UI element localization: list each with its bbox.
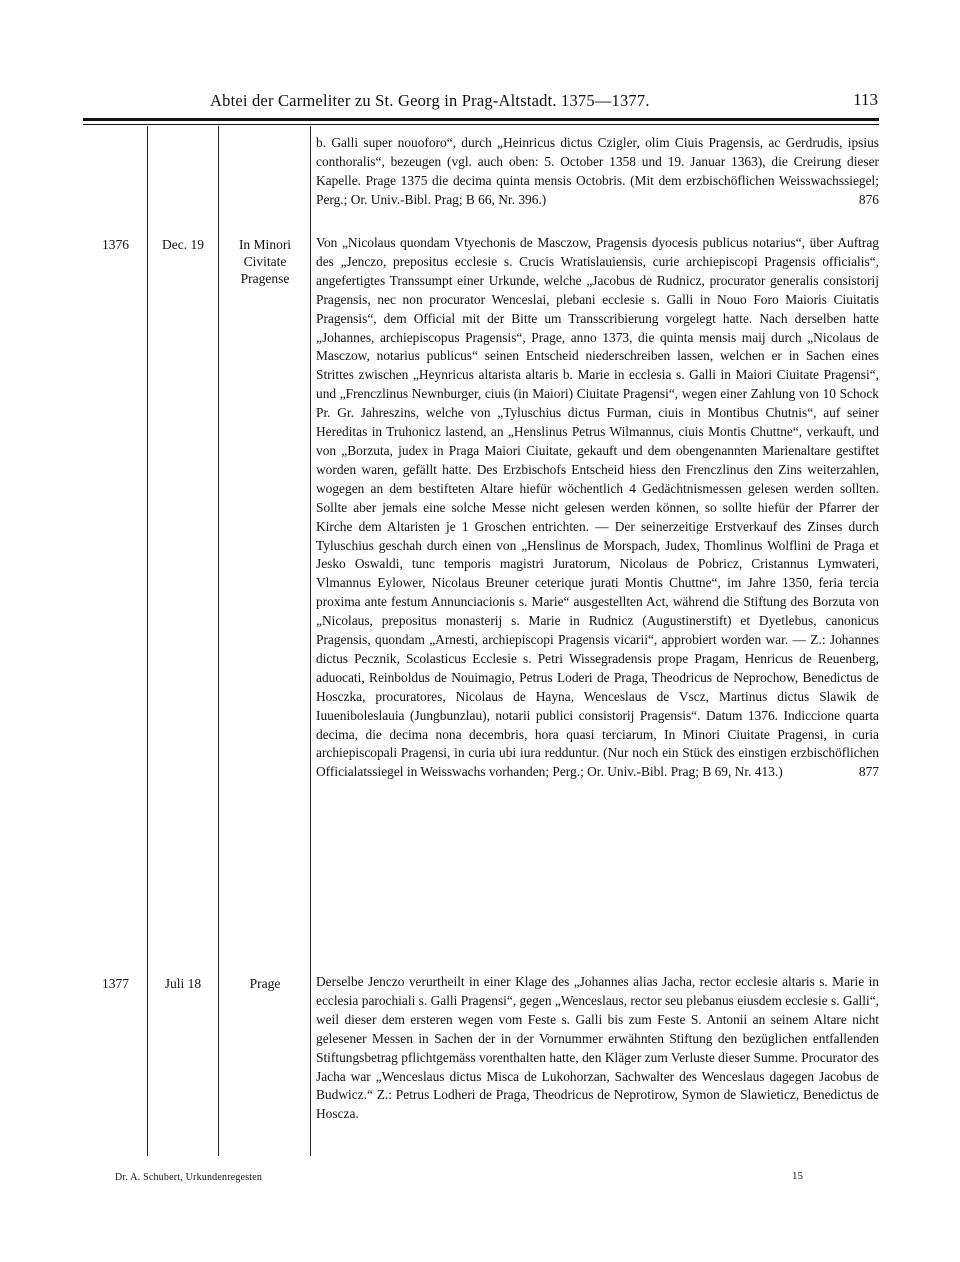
header-rule-thick xyxy=(83,118,879,121)
entry-date: Dec. 19 xyxy=(162,237,204,252)
footer-signature-mark: 15 xyxy=(792,1170,803,1182)
entry-878 xyxy=(316,973,879,1124)
entry-place: In Minori Civitate Pragense xyxy=(238,237,292,286)
entry-place: Prage xyxy=(249,976,281,991)
footer-author-line: Dr. A. Schubert, Urkundenregesten xyxy=(115,1172,263,1183)
entry-number: 876 xyxy=(858,191,879,207)
entry-text: Von „Nicolaus quondam Vtyechonis de Masczow, Pragensis dyocesis publicus notarius“, über Auftrag des „Jenczo, prepositus ecclesie s. Crucis Wratislauiensis, curie archiepiscopi Pragensis officialis“, angefertigtes Transsumpt einer Urkunde, welche „Jacobus de Rudnicz, procurator generalis consistorij Pragensis, nec non procurator Wenceslai, plebani ecclesie s. Galli in Nouo Foro Maioris Ciuitatis Pragensis“, dem Official mit der Bitte um Transscribierung vorgelegt hatte. Nach derselben hatte „Johannes, archiepiscopus Pragensis“, Prage, anno 1373, die quinta mensis maij durch „Nicolaus de Masczow, notarius publicus“ seinen Entscheid niederschreiben lassen, welchen er in Sachen eines Strittes zwischen „Heynricus altarista altaris b. Marie in ecclesia s. Galli in Maiori Ciuitate Pragensi“, und „Frenczlinus Newnburger, ciuis (in Maiori) Ciuitate Pragensi“, wegen einer Zahlung von 10 Schock Pr. Gr. Jahreszins, welche von „Tyluschius dictus Furman, ciuis in Montibus Chutnis“, auf seiner Hereditas in Truhonicz lastend, an „Henslinus Petrus Wilmannus, ciuis Montis Chuttne“, verkauft, und von „Borzuta, judex in Praga Maiori Ciuitate, gekauft und dem obengenannten Marienaltare gestiftet worden waren, gefällt hatte. Des Erzbischofs Entscheid hiess den Frenczlinus den Zins weiterzahlen, wogegen an dem bestifteten Altare hiefür wöchentlich 4 Gedächtnismessen gelesen werden sollten. Sollte aber jemals eine solche Messe nicht gelesen werden können, so sollte hiefür der Pfarrer der Kirche dem Altaristen je 1 Groschen entrichten. — Der seinerzeitige Erstverkauf des Zinses durch Tyluschius geschah durch einen von „Henslinus de Morspach, Judex, Thomlinus Wolflini de Praga et Jesko Oswaldi, tunc temporis magistri Juratorum, Nicolaus de Pobricz, Cristannus Lymwateri, Vlmannus Eylower, Nicolaus Breuner ceterique jurati Montis Chuttne“, im Jahre 1350, feria tercia proxima ante festum Annunciacionis s. Marie“ ausgestellten Act, während die Stiftung des Borzuta von „Nicolaus, prepositus monasterij s. Marie in Rudnicz (Augustinerstift) et Dyetlebus, canonicus Pragensis, quondam „Arnesti, archiepiscopi Pragensis vicarii“, approbiert worden war. — Z.: Johannes dictus Pecznik, Scolasticus Ecclesie s. Petri Wissegradensis prope Pragam, Henricus de Reuenberg, aduocati, Reinboldus de Nouimagio, Petrus Loderi de Praga, Theodricus de Neprochow, Benedictus de Hosczka, procuratores, Nicolaus de Hayna, Wenceslaus de Vscz, Martinus dictus Slawik de Iuueniboleslauia (Jungbunzlau), notarii publici consistorij Pragensis“. Datum 1376. Indiccione quarta decima, die decima nona decembris, hora quasi terciarum, In Minori Ciuitate Pragensi, in curia archiepiscopali Pragensi, in curia ubi iura redduntur. (Nur noch ein Stück des einstigen erzbischöflichen Officialatssiegel in Weisswachs vorhanden; Perg.; Or. Univ.-Bibl. Prag; B 69, Nr. 413.) xyxy=(316,235,879,780)
entry-text: b. Galli super nouoforo“, durch „Heinricus dictus Czigler, olim Ciuis Pragensis, ac Gerdrudis, ipsius conthoralis“, bezeugen (vgl. auch oben: 5. October 1358 und 19. Januar 1363), die Creirung dieser Kapelle. Prage 1375 die decima quinta mensis Octobris. (Mit dem erzbischöflichen Weisswachssiegel; Perg.; Or. Univ.-Bibl. Prag; B 66, Nr. 396.) xyxy=(316,135,879,207)
entry-year: 1376 xyxy=(102,237,129,252)
entry-877 xyxy=(316,234,879,782)
entry-876 xyxy=(316,134,879,210)
entry-text: Derselbe Jenczo verurtheilt in einer Klage des „Johannes alias Jacha, rector ecclesie altaris s. Marie in ecclesia parochiali s. Galli Pragensi“, gegen „Wenceslaus, rector seu plebanus eiusdem ecclesie s. Galli“, weil dieser dem ersteren wegen vom Feste s. Galli bis zum Feste S. Antonii an seinem Altare nicht gelesener Messen in Sachen der in der Vornummer erwähnten Stiftung den bezüglichen entfallenden Stiftungsbetrag pflichtgemäss vorenthalten hatte, den Kläger zum Verluste dieser Summe. Procurator des Jacha war „Wenceslaus dictus Misca de Lukohorzan, Sachwalter des Wenceslaus dagegen Jacobus de Budwicz.“ Z.: Petrus Lodheri de Praga, Theodricus de Neprotirow, Symon de Slawieticz, Benedictus de Hoscza. xyxy=(316,974,879,1122)
header-rule-thin xyxy=(83,124,879,125)
entry-number: 877 xyxy=(858,764,879,780)
column-rule-place xyxy=(310,126,311,1156)
page-number: 113 xyxy=(853,90,878,109)
column-rule-date xyxy=(218,126,219,1156)
running-title: Abtei der Carmeliter zu St. Georg in Prag-Altstadt. 1375—1377. xyxy=(210,91,650,110)
entry-year: 1377 xyxy=(102,976,129,991)
entry-date: Juli 18 xyxy=(164,976,202,991)
column-rule-year xyxy=(147,126,148,1156)
